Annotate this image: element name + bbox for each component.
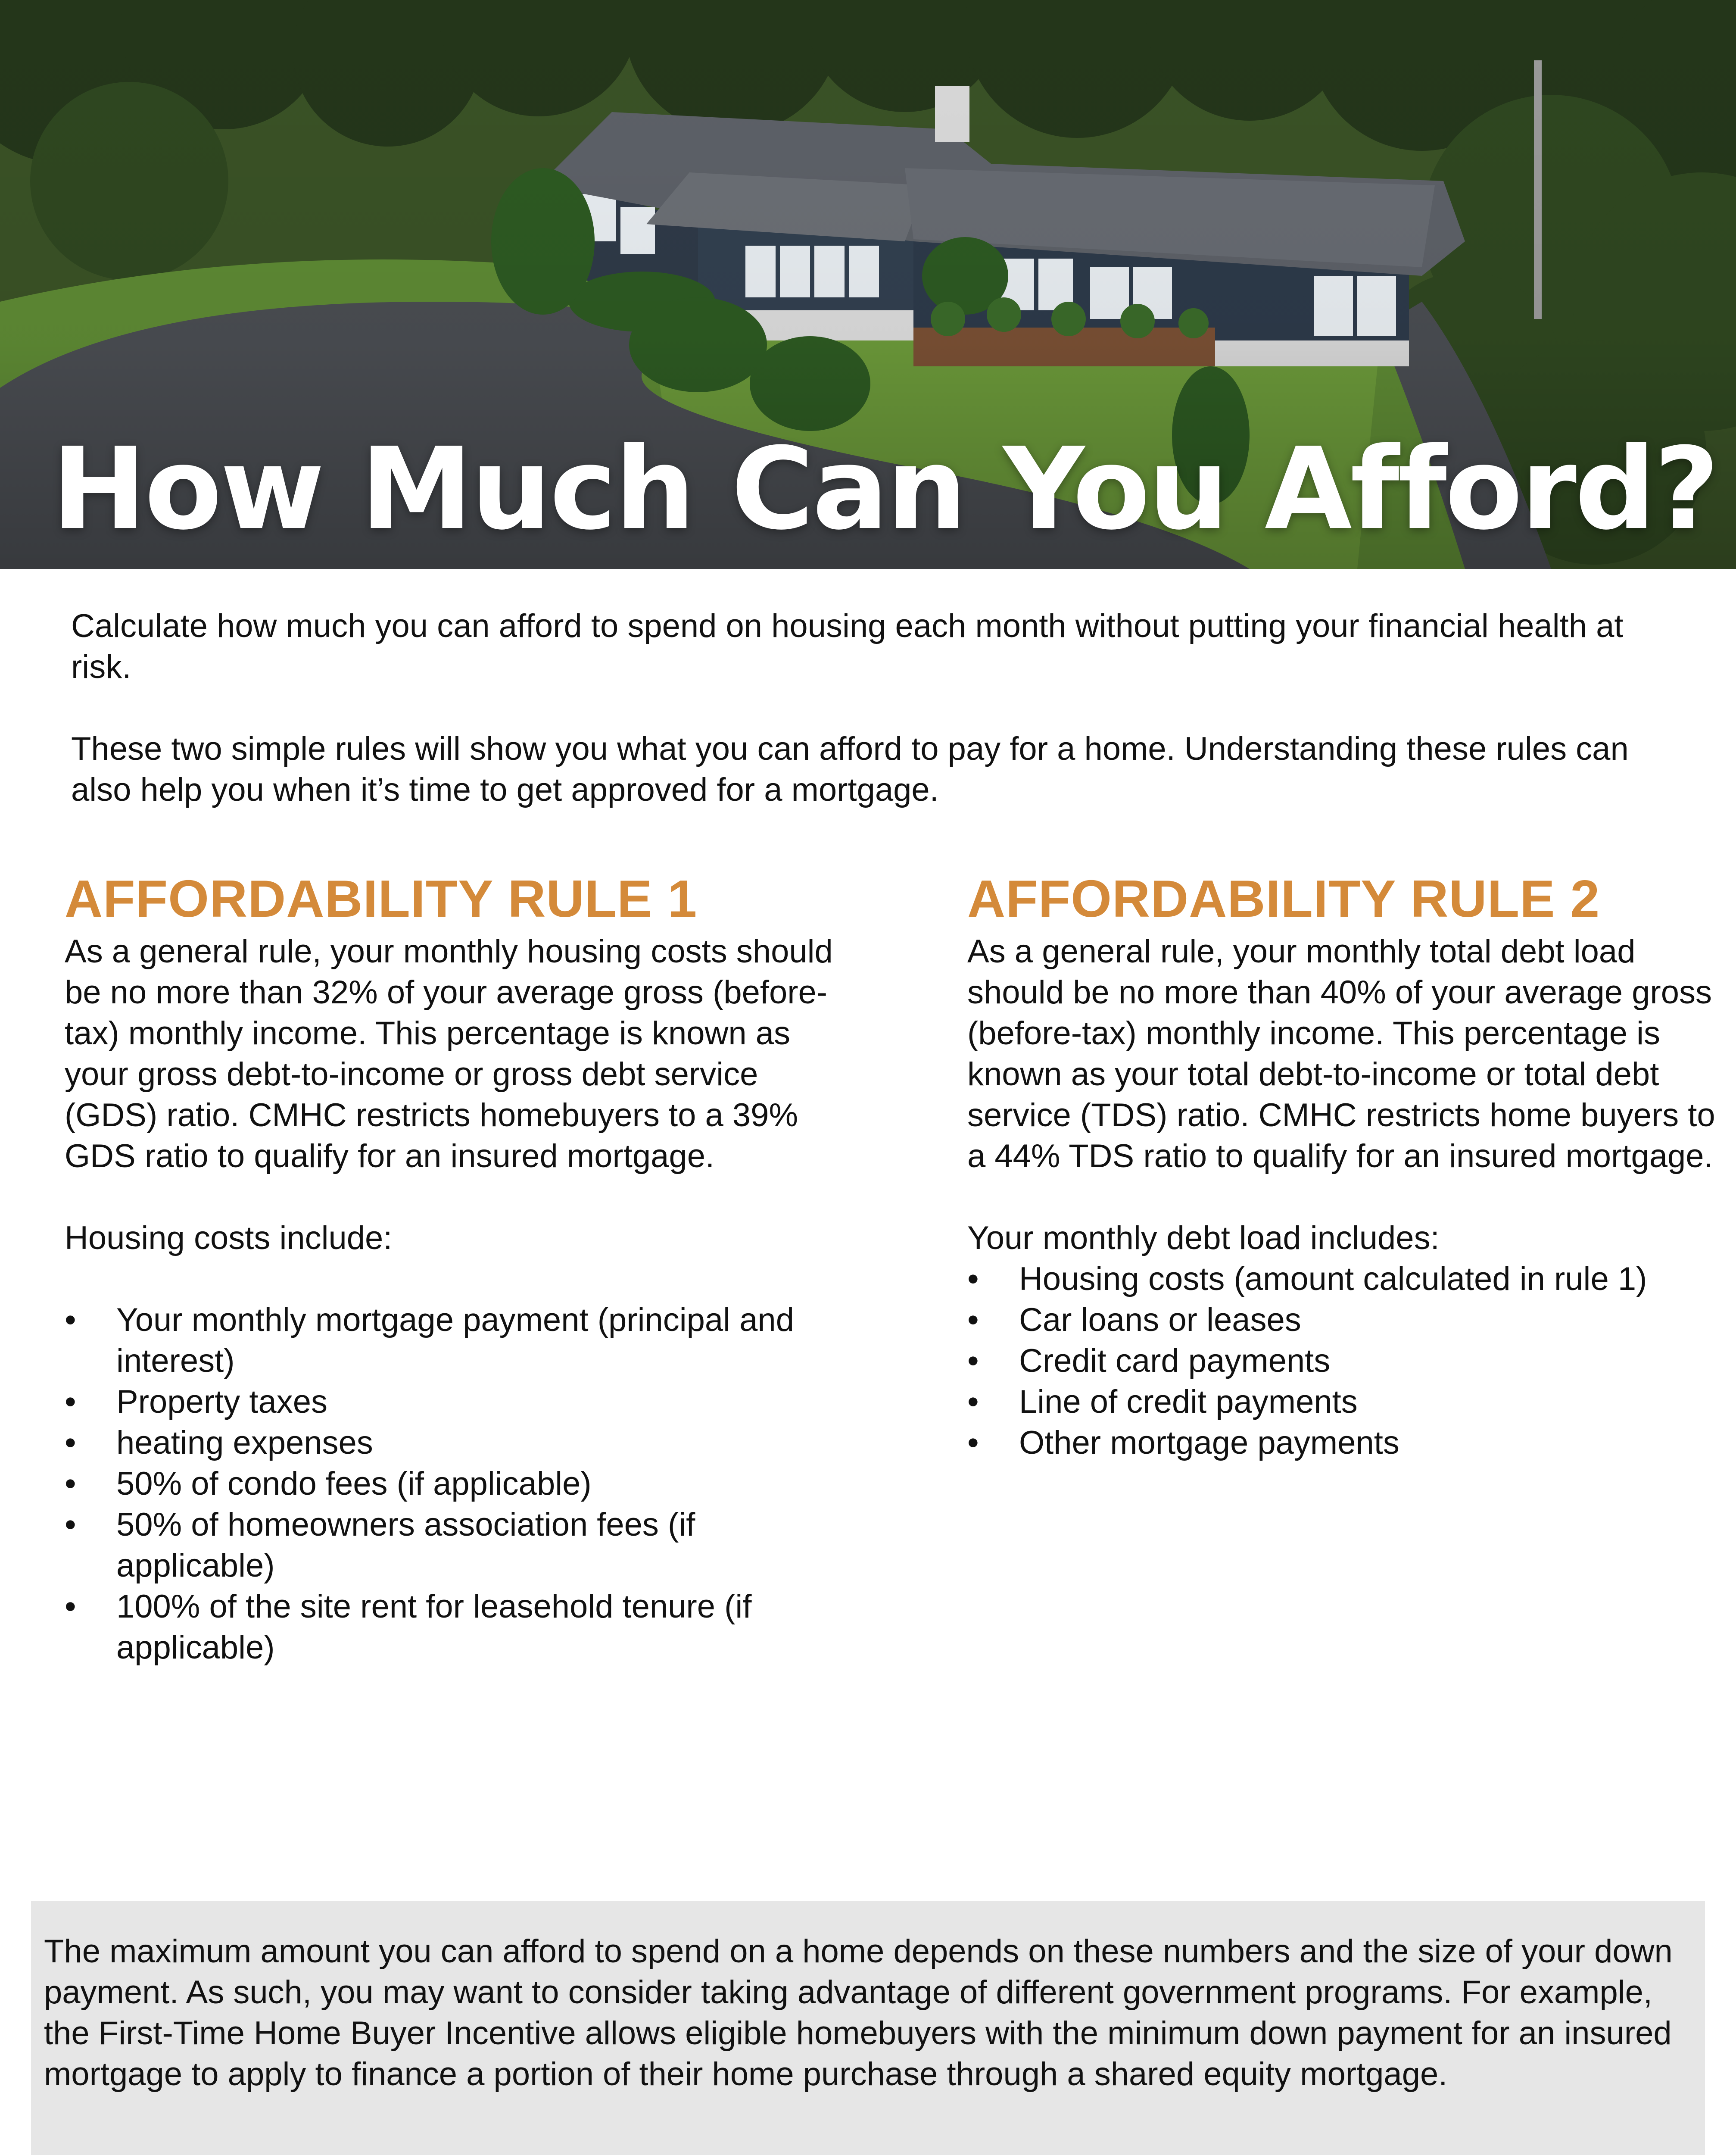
list-item: • heating expenses: [65, 1422, 836, 1463]
bullet-icon: •: [967, 1261, 979, 1297]
intro-section: [71, 606, 1674, 851]
affordability-rule-1: [65, 866, 836, 1668]
bullet-icon: •: [967, 1424, 979, 1461]
rule-1-body: As a general rule, your monthly housing costs should be no more than 32% of your average gross (before-tax) monthly income. This percentage is known as your gross debt-to-income or gross debt service (GDS) ratio. CMHC restricts homebuyers to a 39% GDS ratio to qualify for an insured mortgage.: [65, 933, 833, 1174]
list-item: • 100% of the site rent for leasehold tenure (if applicable): [65, 1586, 836, 1668]
intro-paragraph-1: Calculate how much you can afford to spend on housing each month without putting your financial health at risk.: [71, 608, 1624, 685]
bullet-icon: •: [65, 1465, 76, 1502]
rule-2-list-intro: Your monthly debt load includes:: [967, 1220, 1440, 1256]
list-item: • Other mortgage payments: [967, 1422, 1736, 1463]
callout-text: The maximum amount you can afford to spend on a home depends on these numbers and the size of your down payment. As such, you may want to consider taking advantage of different government programs. For example, the First-Time Home Buyer Incentive allows eligible homebuyers with the minimum down payment for an insured mortgage to apply to finance a portion of their home purchase through a shared equity mortgage.: [44, 1933, 1673, 2093]
list-item: • 50% of homeowners association fees (if applicable): [65, 1504, 836, 1586]
list-item: • Car loans or leases: [967, 1299, 1736, 1340]
affordability-rule-2: [967, 866, 1736, 1463]
list-item: • Property taxes: [65, 1381, 836, 1422]
debt-load-list: [967, 1259, 1736, 1463]
info-callout-box: [31, 1901, 1705, 2155]
hero-banner: [0, 0, 1736, 569]
bullet-icon: •: [65, 1302, 76, 1338]
list-item: • Your monthly mortgage payment (principal and interest): [65, 1299, 836, 1381]
rule-1-list-intro: Housing costs include:: [65, 1220, 393, 1256]
list-item: • Credit card payments: [967, 1340, 1736, 1381]
bullet-icon: •: [967, 1343, 979, 1379]
rule-1-heading: AFFORDABILITY RULE 1: [65, 869, 698, 928]
page-title: How Much Can You Afford?: [52, 423, 1718, 555]
rule-2-heading: AFFORDABILITY RULE 2: [967, 869, 1600, 928]
rule-2-body: As a general rule, your monthly total debt load should be no more than 40% of your average gross (before-tax) monthly income. This percentage is known as your total debt-to-income or total debt service (TDS) ratio. CMHC restricts home buyers to a 44% TDS ratio to qualify for an insured mortgage.: [967, 933, 1715, 1174]
bullet-icon: •: [65, 1424, 76, 1461]
list-item: • Line of credit payments: [967, 1381, 1736, 1422]
bullet-icon: •: [967, 1384, 979, 1420]
bullet-icon: •: [65, 1506, 76, 1543]
intro-paragraph-2: These two simple rules will show you what you can afford to pay for a home. Understanding these rules can also help you when it’s time to get approved for a mortgage.: [71, 731, 1629, 808]
list-item: • Housing costs (amount calculated in rule 1): [967, 1259, 1736, 1299]
housing-costs-list: [65, 1299, 836, 1668]
list-item: • 50% of condo fees (if applicable): [65, 1463, 836, 1504]
bullet-icon: •: [967, 1302, 979, 1338]
bullet-icon: •: [65, 1588, 76, 1625]
bullet-icon: •: [65, 1384, 76, 1420]
